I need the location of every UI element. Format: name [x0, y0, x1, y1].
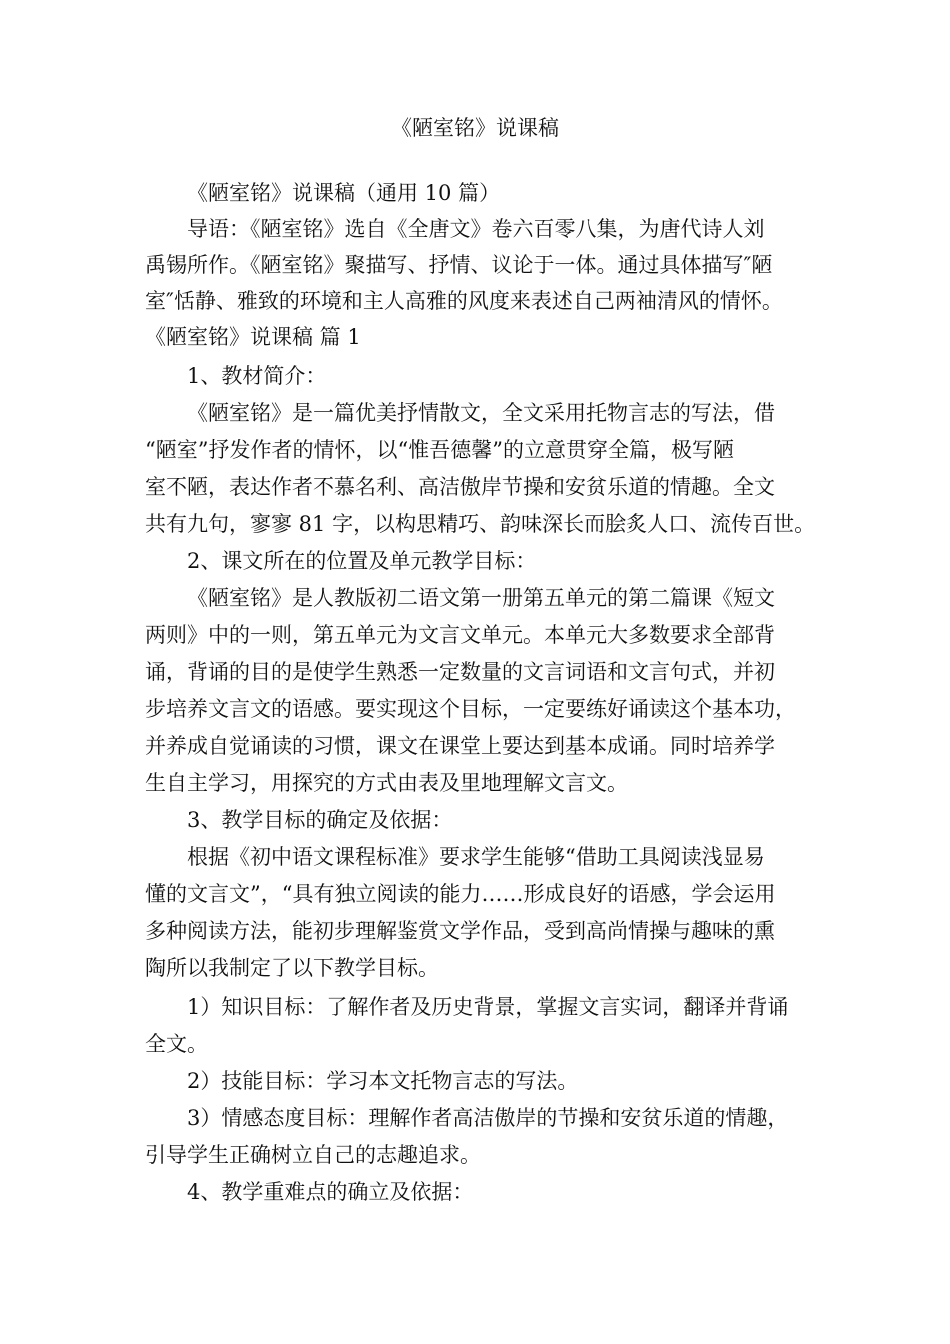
paragraph-line: 根据《初中语文课程标准》要求学生能够“借助工具阅读浅显易	[187, 845, 765, 869]
paragraph-line: 室不陋，表达作者不慕名利、高洁傲岸节操和安贫乐道的情趣。全文	[145, 475, 775, 499]
paragraph-line: 两则》中的一则，第五单元为文言文单元。本单元大多数要求全部背	[145, 623, 775, 647]
objective-line: 2）技能目标：学习本文托物言志的写法。	[187, 1069, 579, 1093]
intro-line: 室″恬静、雅致的环境和主人高雅的风度来表述自己两袖清风的情怀。	[145, 289, 783, 313]
section-heading: 《陋室铭》说课稿 篇 1	[145, 325, 361, 349]
objective-line: 1）知识目标：了解作者及历史背景，掌握文言实词，翻译并背诵	[187, 995, 789, 1019]
subheading: 4、教学重难点的确立及依据：	[187, 1180, 474, 1204]
paragraph-line: 诵，背诵的目的是使学生熟悉一定数量的文言词语和文言句式，并初	[145, 660, 775, 684]
paragraph-line: 步培养文言文的语感。要实现这个目标，一定要练好诵读这个基本功，	[145, 697, 796, 721]
document-title: 《陋室铭》说课稿	[391, 116, 559, 140]
paragraph-line: 《陋室铭》是一篇优美抒情散文，全文采用托物言志的写法，借	[187, 401, 775, 425]
paragraph-line: 多种阅读方法，能初步理解鉴赏文学作品，受到高尚情操与趣味的熏	[145, 919, 775, 943]
intro-line: 禹锡所作。《陋室铭》聚描写、抒情、议论于一体。通过具体描写″陋	[145, 253, 773, 277]
paragraph-line: 并养成自觉诵读的习惯，课文在课堂上要达到基本成诵。同时培养学	[145, 734, 775, 758]
paragraph-line: 《陋室铭》是人教版初二语文第一册第五单元的第二篇课《短文	[187, 586, 775, 610]
subheading: 2、课文所在的位置及单元教学目标：	[187, 549, 537, 573]
intro-line: 导语：《陋室铭》选自《全唐文》卷六百零八集，为唐代诗人刘	[187, 217, 765, 241]
paragraph-line: 共有九句，寥寥 81 字，以构思精巧、韵味深长而脍炙人口、流传百世。	[145, 512, 816, 536]
objective-line: 引导学生正确树立自己的志趣追求。	[145, 1143, 481, 1167]
paragraph-line: 陶所以我制定了以下教学目标。	[145, 956, 439, 980]
objective-line: 3）情感态度目标：理解作者高洁傲岸的节操和安贫乐道的情趣，	[187, 1106, 789, 1130]
paragraph-line: “陋室”抒发作者的情怀，以“惟吾德馨”的立意贯穿全篇，极写陋	[145, 438, 734, 462]
subheading: 3、教学目标的确定及依据：	[187, 808, 453, 832]
objective-line: 全文。	[145, 1032, 208, 1056]
paragraph-line: 生自主学习，用探究的方式由表及里地理解文言文。	[145, 771, 628, 795]
paragraph-line: 懂的文言文”，“具有独立阅读的能力……形成良好的语感，学会运用	[145, 882, 776, 906]
subheading: 1、教材简介：	[187, 364, 327, 388]
subtitle-line: 《陋室铭》说课稿（通用 10 篇）	[187, 181, 501, 205]
